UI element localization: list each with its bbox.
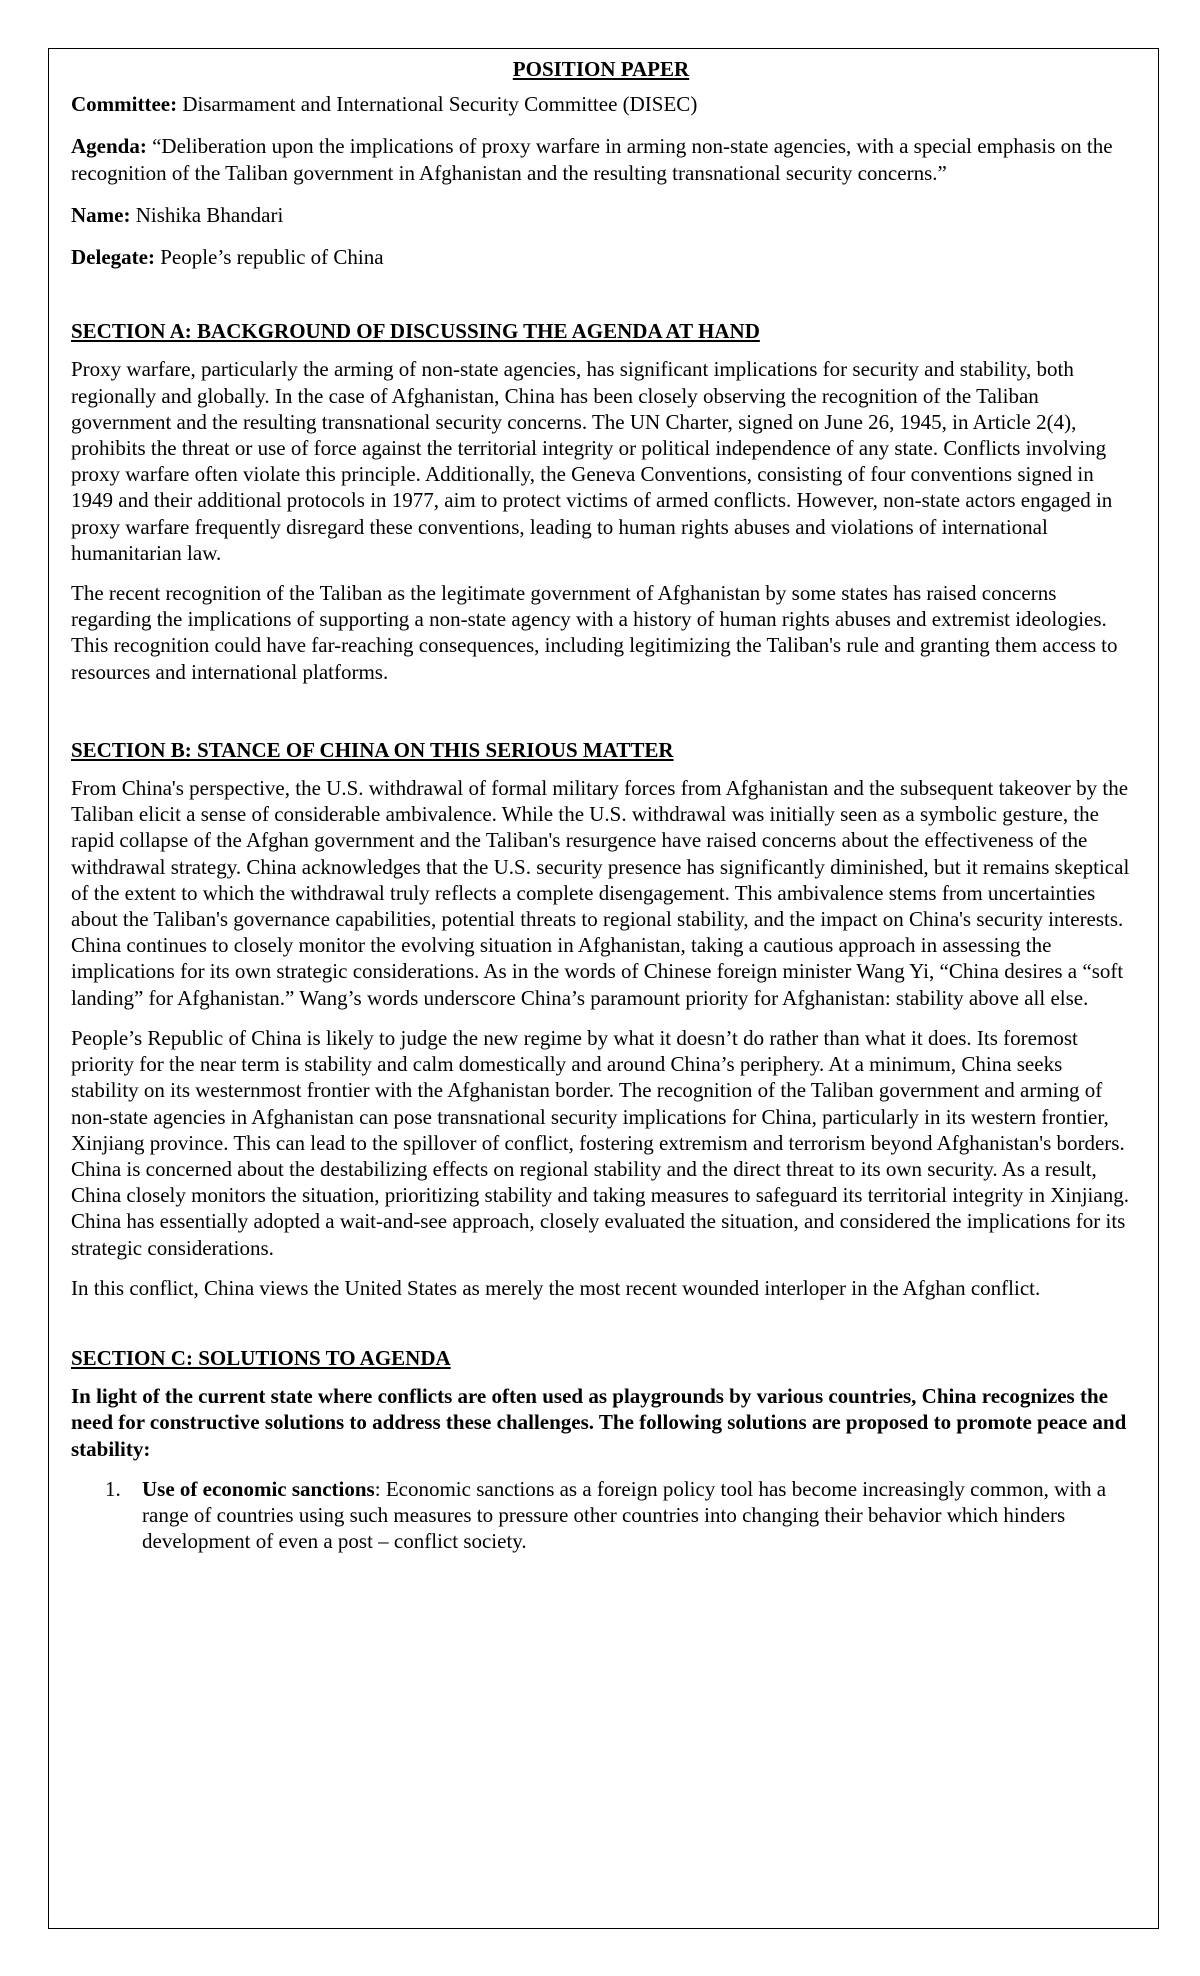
list-item [71,1476,1131,1555]
committee-label: Committee: [71,92,178,117]
agenda-value: “Deliberation upon the implications of proxy warfare in arming non-state agencies, with a special emphasis on the recognition of the Taliban government in Afghanistan and the resulting transnational security concerns.” [71,134,1113,185]
document-title: POSITION PAPER [512,57,690,81]
position-paper [71,56,1131,1554]
solutions-list [71,1476,1131,1555]
section-a-paragraph: The recent recognition of the Taliban as the legitimate government of Afghanistan by some states has raised concerns regarding the implications of supporting a non-state agency with a history of human rights abuses and extremist ideologies. This recognition could have far-reaching consequences, including legitimizing the Taliban's rule and granting them access to resources and international platforms. [71,581,1118,684]
list-item-number: 1. [105,1476,121,1501]
committee-value: Disarmament and International Security Committee (DISEC) [182,92,698,117]
list-item-text: : Economic sanctions as a foreign policy tool has become increasingly common, with a range of countries using such measures to pressure other countries into changing their behavior which hinders development of even a post – conflict society. [142,1476,1107,1554]
agenda-line [71,133,1131,185]
section-a-paragraph: Proxy warfare, particularly the arming of non-state agencies, has significant implications for security and stability, both regionally and globally. In the case of Afghanistan, China has been closely observing the recognition of the Taliban government and the resulting transnational security concerns. The UN Charter, signed on June 26, 1945, in Article 2(4), prohibits the threat or use of force against the territorial integrity or political independence of any state. Conflicts involving proxy warfare often violate this principle. Additionally, the Geneva Conventions, consisting of four conventions signed in 1949 and their additional protocols in 1977, aim to protect victims of armed conflicts. However, non-state actors engaged in proxy warfare frequently disregard these conventions, leading to human rights abuses and violations of international humanitarian law. [71,357,1113,565]
delegate-line [71,244,1131,270]
agenda-label: Agenda: [71,134,147,159]
section-b-paragraph: From China's perspective, the U.S. withdrawal of formal military forces from Afghanistan and the subsequent takeover by the Taliban elicit a sense of considerable ambivalence. While the U.S. withdrawal was initially seen as a symbolic gesture, the rapid collapse of the Afghan government and the Taliban's resurgence have raised concerns about the effectiveness of the withdrawal strategy. China acknowledges that the U.S. security presence has significantly diminished, but it remains skeptical of the extent to which the withdrawal truly reflects a complete disengagement. This ambivalence stems from uncertainties about the Taliban's governance capabilities, potential threats to regional stability, and the impact on China's security interests. China continues to closely monitor the evolving situation in Afghanistan, taking a cautious approach in assessing the implications for its own strategic considerations. As in the words of Chinese foreign minister Wang Yi, “China desires a “soft landing” for Afghanistan.” Wang’s words underscore China’s paramount priority for Afghanistan: stability above all else. [71,776,1130,1010]
section-b-heading: SECTION B: STANCE OF CHINA ON THIS SERIOUS MATTER [71,737,674,762]
name-line [71,202,1131,228]
delegate-value: People’s republic of China [160,245,384,270]
section-c-heading: SECTION C: SOLUTIONS TO AGENDA [71,1345,451,1370]
name-value: Nishika Bhandari [135,202,284,227]
section-a-heading: SECTION A: BACKGROUND OF DISCUSSING THE AGENDA AT HAND [71,319,760,344]
section-b-paragraph: In this conflict, China views the United States as merely the most recent wounded interloper in the Afghan conflict. [71,1275,1041,1300]
section-c-intro: In light of the current state where conflicts are often used as playgrounds by various countries, China recognizes the need for constructive solutions to address these challenges. The following solutions are proposed to promote peace and stability: [71,1384,1127,1461]
delegate-label: Delegate: [71,245,155,270]
committee-line [71,91,1131,117]
list-item-title: Use of economic sanctions [142,1476,375,1501]
section-b-paragraph: People’s Republic of China is likely to judge the new regime by what it doesn’t do rather than what it does. Its foremost priority for the near term is stability and calm domestically and around China’s periphery. At a minimum, China seeks stability on its westernmost frontier with the Afghanistan border. The recognition of the Taliban government and arming of non-state agencies in Afghanistan can pose transnational security implications for China, particularly in its western frontier, Xinjiang province. This can lead to the spillover of conflict, fostering extremism and terrorism beyond Afghanistan's borders. China is concerned about the destabilizing effects on regional stability and the direct threat to its own security. As a result, China closely monitors the situation, prioritizing stability and taking measures to safeguard its territorial integrity in Xinjiang. China has essentially adopted a wait-and-see approach, closely evaluated the situation, and considered the implications for its strategic considerations. [71,1025,1129,1260]
name-label: Name: [71,202,131,227]
